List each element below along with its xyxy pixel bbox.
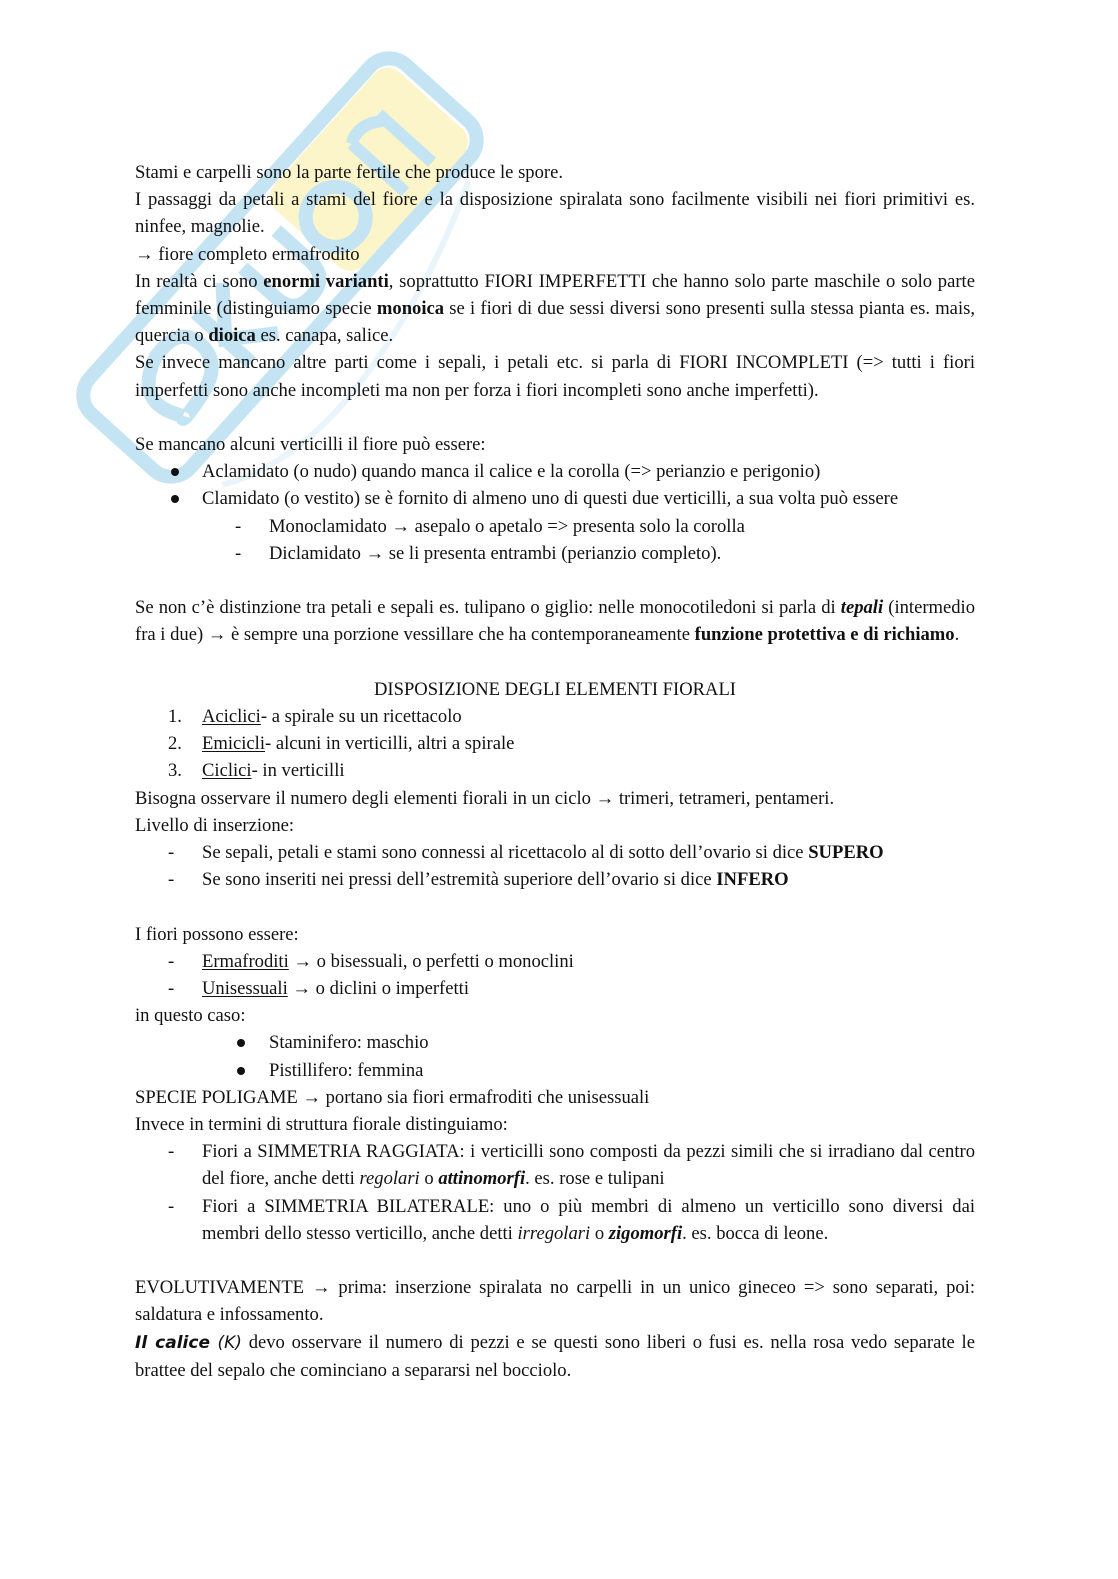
paragraph: Stami e carpelli sono la parte fertile che produce le spore. xyxy=(135,162,563,183)
list-item-text: Staminifero: maschio xyxy=(269,1032,429,1054)
document-body xyxy=(135,159,975,1384)
number-marker: 1. xyxy=(168,706,182,728)
bullet-icon xyxy=(237,1067,245,1075)
spacer xyxy=(135,567,975,594)
list-item xyxy=(135,839,975,866)
list-item-text: Aclamidato (o nudo) quando manca il calice e la corolla (=> perianzio e perigonio) xyxy=(202,461,821,483)
text-run: In realtà ci sono xyxy=(135,270,264,292)
list-item xyxy=(135,948,975,975)
paragraph: EVOLUTIVAMENTE → prima: inserzione spiralata no carpelli in un unico gineceo => sono separati, poi: saldatura e infossamento. xyxy=(135,1277,975,1326)
paragraph: Invece in termini di struttura fiorale distinguiamo: xyxy=(135,1114,508,1136)
underlined-term: Ciclici xyxy=(202,760,252,782)
list-item-text xyxy=(202,1193,975,1247)
list-item xyxy=(135,513,975,540)
list-item-text: Diclamidato → se li presenta entrambi (perianzio completo). xyxy=(269,542,722,564)
text-run: devo osservare il numero di pezzi e se questi sono liberi o fusi es. nella rosa vedo separate le brattee del sepalo che cominciano a separarsi nel bocciolo. xyxy=(135,1331,975,1381)
list-item-text xyxy=(202,975,975,1002)
bold-italic-term: attinomorfi xyxy=(438,1168,526,1190)
text-run: , soprattutto FIORI IMPERFETTI che hanno solo parte maschile o solo parte femminile (distinguiamo specie xyxy=(135,270,975,320)
list-item xyxy=(135,975,975,1002)
list-item xyxy=(135,540,975,567)
numbered-item xyxy=(135,757,975,784)
paragraph: SPECIE POLIGAME → portano sia fiori ermafroditi che unisessuali xyxy=(135,1086,650,1108)
underlined-term: Aciclici xyxy=(202,706,261,728)
paragraph: Bisogna osservare il numero degli elementi fiorali in un ciclo → trimeri, tetrameri, pentameri. xyxy=(135,787,835,809)
bold-italic-term: tepali xyxy=(840,597,884,619)
dash-marker: - xyxy=(235,542,242,564)
list-item-text xyxy=(202,757,975,784)
italic-term: irregolari xyxy=(517,1222,591,1244)
paragraph: Livello di inserzione: xyxy=(135,814,295,836)
dash-marker: - xyxy=(168,869,175,891)
paragraph: in questo caso: xyxy=(135,1005,246,1027)
bold-term: SUPERO xyxy=(808,842,884,864)
bold-term: dioica xyxy=(208,325,256,347)
dash-marker: - xyxy=(168,1141,175,1163)
list-item-text: Pistillifero: femmina xyxy=(269,1059,424,1081)
list-item xyxy=(135,1138,975,1192)
text-run: o xyxy=(590,1222,609,1244)
list-item xyxy=(135,458,975,485)
bullet-icon xyxy=(171,495,179,503)
paragraph: Se mancano alcuni verticilli il fiore può essere: xyxy=(135,434,486,456)
italic-term: regolari xyxy=(359,1168,420,1190)
text-run: es. canapa, salice. xyxy=(255,325,394,347)
list-item xyxy=(135,1193,975,1247)
section-heading: DISPOSIZIONE DEGLI ELEMENTI FIORALI xyxy=(373,678,736,700)
text-run: Se sepali, petali e stami sono connessi al ricettacolo al di sotto dell’ovario si dice xyxy=(202,842,809,864)
spacer xyxy=(135,893,975,920)
bold-term: INFERO xyxy=(716,869,789,891)
underlined-term: Emicicli xyxy=(202,733,265,755)
list-item xyxy=(135,1029,975,1056)
spacer xyxy=(135,1247,975,1274)
text-run: . es. rose e tulipani xyxy=(525,1168,665,1190)
paragraph xyxy=(135,268,975,350)
dash-marker: - xyxy=(235,515,242,537)
number-marker: 3. xyxy=(168,760,182,782)
paragraph: → fiore completo ermafrodito xyxy=(135,243,360,265)
numbered-item xyxy=(135,703,975,730)
text-run: se i fiori di due sessi diversi sono presenti sulla stessa pianta es. mais, quercia o xyxy=(135,298,975,347)
handwritten-term: Il calice xyxy=(135,1332,210,1353)
text-run: . xyxy=(954,624,960,646)
dash-marker: - xyxy=(168,842,175,864)
text-run: Fiori a SIMMETRIA RAGGIATA: i verticilli sono composti da pezzi simili che si irradiano dal centro del fiore, anche detti xyxy=(202,1141,975,1190)
list-item xyxy=(135,866,975,893)
numbered-item xyxy=(135,730,975,757)
text-run: - a spirale su un ricettacolo xyxy=(260,706,462,728)
paragraph: Se invece mancano altre parti come i sepali, i petali etc. si parla di FIORI INCOMPLETI (=> tutti i fiori imperfetti sono anche incompleti ma non per forza i fiori incompleti sono anche imperfetti). xyxy=(135,352,975,401)
list-item-text: Clamidato (o vestito) se è fornito di almeno uno di questi due verticilli, a sua volta può essere xyxy=(202,488,899,510)
list-item-text xyxy=(202,948,975,975)
list-item-text xyxy=(202,1138,975,1192)
dash-marker: - xyxy=(168,950,175,972)
text-run: - alcuni in verticilli, altri a spirale xyxy=(265,733,515,755)
list-item-text xyxy=(202,703,975,730)
list-item-text: Monoclamidato → asepalo o apetalo => presenta solo la corolla xyxy=(269,515,745,537)
underlined-term: Unisessuali xyxy=(202,978,288,1000)
text-run: → o diclini o imperfetti xyxy=(287,978,469,1000)
dash-marker: - xyxy=(168,978,175,1000)
handwritten-symbol: (K) xyxy=(210,1332,242,1353)
text-run: → o bisessuali, o perfetti o monoclini xyxy=(288,950,574,972)
spacer xyxy=(135,404,975,431)
text-run: . es. bocca di leone. xyxy=(682,1222,829,1244)
list-item-text xyxy=(202,839,975,866)
paragraph xyxy=(135,594,975,648)
number-marker: 2. xyxy=(168,733,182,755)
list-item xyxy=(135,1057,975,1084)
bold-italic-term: zigomorfi xyxy=(608,1222,683,1244)
text-run: Se sono inseriti nei pressi dell’estremità superiore dell’ovario si dice xyxy=(202,869,717,891)
bold-term: funzione protettiva e di richiamo xyxy=(694,624,955,646)
paragraph: I passaggi da petali a stami del fiore e la disposizione spiralata sono facilmente visibili nei fiori primitivi es. ninfee, magnolie. xyxy=(135,189,975,238)
list-item xyxy=(135,485,975,512)
text-run: Se non c’è distinzione tra petali e sepali es. tulipano o giglio: nelle monocotiledoni si parla di xyxy=(135,597,841,619)
dash-marker: - xyxy=(168,1195,175,1217)
bullet-icon xyxy=(237,1039,245,1047)
list-item-text xyxy=(202,730,975,757)
text-run: Fiori a SIMMETRIA BILATERALE: uno o più membri di almeno un verticillo sono diversi dai membri dello stesso verticillo, anche detti xyxy=(202,1195,975,1244)
spacer xyxy=(135,649,975,676)
paragraph: I fiori possono essere: xyxy=(135,923,299,945)
text-run: - in verticilli xyxy=(251,760,345,782)
paragraph xyxy=(135,1329,975,1384)
bold-term: monoica xyxy=(376,298,445,320)
bold-term: enormi varianti xyxy=(263,270,389,292)
underlined-term: Ermafroditi xyxy=(202,950,289,972)
bullet-icon xyxy=(171,468,179,476)
text-run: (intermedio fra i due) → è sempre una porzione vessillare che ha contemporaneamente xyxy=(135,597,975,646)
text-run: o xyxy=(419,1168,439,1190)
list-item-text xyxy=(202,866,975,893)
